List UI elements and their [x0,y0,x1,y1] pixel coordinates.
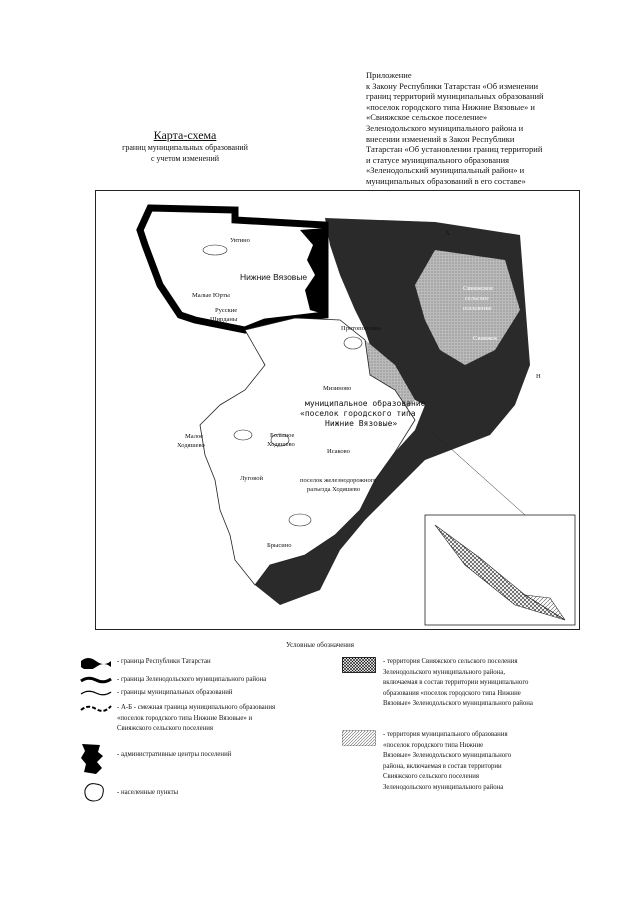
municipality-label: муниципальное образование [305,399,426,408]
municipality-label: «поселок городского типа [300,409,416,418]
appendix-block [366,70,581,187]
district-border-symbol [80,675,112,685]
place-label-razezd: разъезда Ходяшево [307,486,360,493]
place-label-bolshoe-khodyashevo: Большое [270,432,295,439]
appendix-line: Татарстан «Об установлении границ территорий [366,144,543,155]
legend-item-republic: - граница Республики Татарстан [117,658,211,665]
map-title: Карта-схема [153,128,217,142]
appendix-line: внесении изменений в Закон Республики [366,133,515,144]
place-label-brysino: Брысино [267,542,292,549]
settlement-shape [234,430,252,440]
legend-title: Условные обозначения [285,641,355,649]
crosshatch-swatch [342,657,376,673]
place-label-russkie-shirdany: Ширданы [210,316,238,323]
legend-item-diagonal-hatch: - территория муниципального образования «поселок городского типа Нижние Вязовые» Зеленодольского муниципального района, включаемая в состав территории Свияжского сельского поселения Зеленодольского муниципального района [383,731,512,791]
point-label-b: Н [536,373,541,380]
settlement-symbol [80,780,108,804]
place-label-russkie-shirdany: Русские [215,307,238,314]
admin-center-symbol [78,742,106,776]
place-label-sviyazhsk: Свияжск [473,335,498,342]
place-label-bolshoe-khodyashevo: Ходяшево [267,441,295,448]
boundary-ab-symbol [80,702,112,714]
place-label-nizhnie-vyazovye: Нижние Вязовые [240,272,308,282]
point-label-a: А [445,230,450,237]
place-label-malye-yurty: Малые Юрты [192,292,230,299]
republic-border-symbol [80,655,112,669]
place-label-isakovo: Исаково [327,448,350,455]
appendix-line: «поселок городского типа Нижние Вязовые» и [366,101,535,112]
subtitle-line: границ муниципальных образований [122,143,248,152]
place-label-uvtino: Увтино [230,237,250,244]
place-label-razezd: поселок железнодорожного [300,477,377,484]
appendix-line: Приложение [366,70,412,80]
settlement-shape [344,337,362,349]
legend-item-boundary-ab: - А-Б - смежная граница муниципального образования «поселок городского типа Нижние Вязовые» и Свияжского сельского поселения [117,704,276,732]
place-label-mizinovo: Мизиново [323,385,352,392]
place-label-maloe-khodyashevo: Малое [185,433,204,440]
appendix-line: муниципальных образований в его составе» [366,175,526,186]
appendix-line: и статусе муниципального образования [366,154,510,165]
appendix-line: к Закону Республики Татарстан «Об изменении [366,80,539,91]
place-label-sviyazhsk: поселение [463,305,492,312]
place-label-protopopovka: Протопоповка [341,325,381,332]
place-label-maloe-khodyashevo: Ходяшево [177,442,205,449]
legend-item-district: - граница Зеленодольского муниципального района [117,676,267,683]
appendix-line: Зеленодольского муниципального района и [366,122,524,133]
map-subtitle [100,143,270,164]
place-label-lugovoy: Луговой [240,475,264,482]
legend-item-municipal: - границы муниципальных образований [117,689,233,696]
settlement-shape [289,514,311,526]
appendix-line: «Зеленодольский муниципальный район» и [366,165,525,176]
appendix-line: границ территорий муниципальных образований [366,91,544,102]
place-label-sviyazhsk: сельское [465,295,489,302]
municipal-border-symbol [80,688,112,698]
legend-item-admin-center: - административные центры поселений [117,751,232,758]
diagonal-hatch-swatch [342,730,376,746]
subtitle-line: с учетом изменений [150,153,220,163]
legend-item-crosshatch: - территория Свияжского сельского поселения Зеленодольского муниципального района, включаемая в состав территории муниципального образования «поселок городского типа Нижние Вязовые» Зеленодольского муниципального района [383,658,533,707]
place-label-sviyazhsk: Свияжское [463,285,494,292]
legend-item-settlement: - населенные пункты [117,789,179,796]
map-schema [95,190,580,630]
settlement-shape [203,245,227,255]
appendix-line: «Свияжское сельское поселение» [366,112,488,123]
municipality-label: Нижние Вязовые» [325,419,398,428]
